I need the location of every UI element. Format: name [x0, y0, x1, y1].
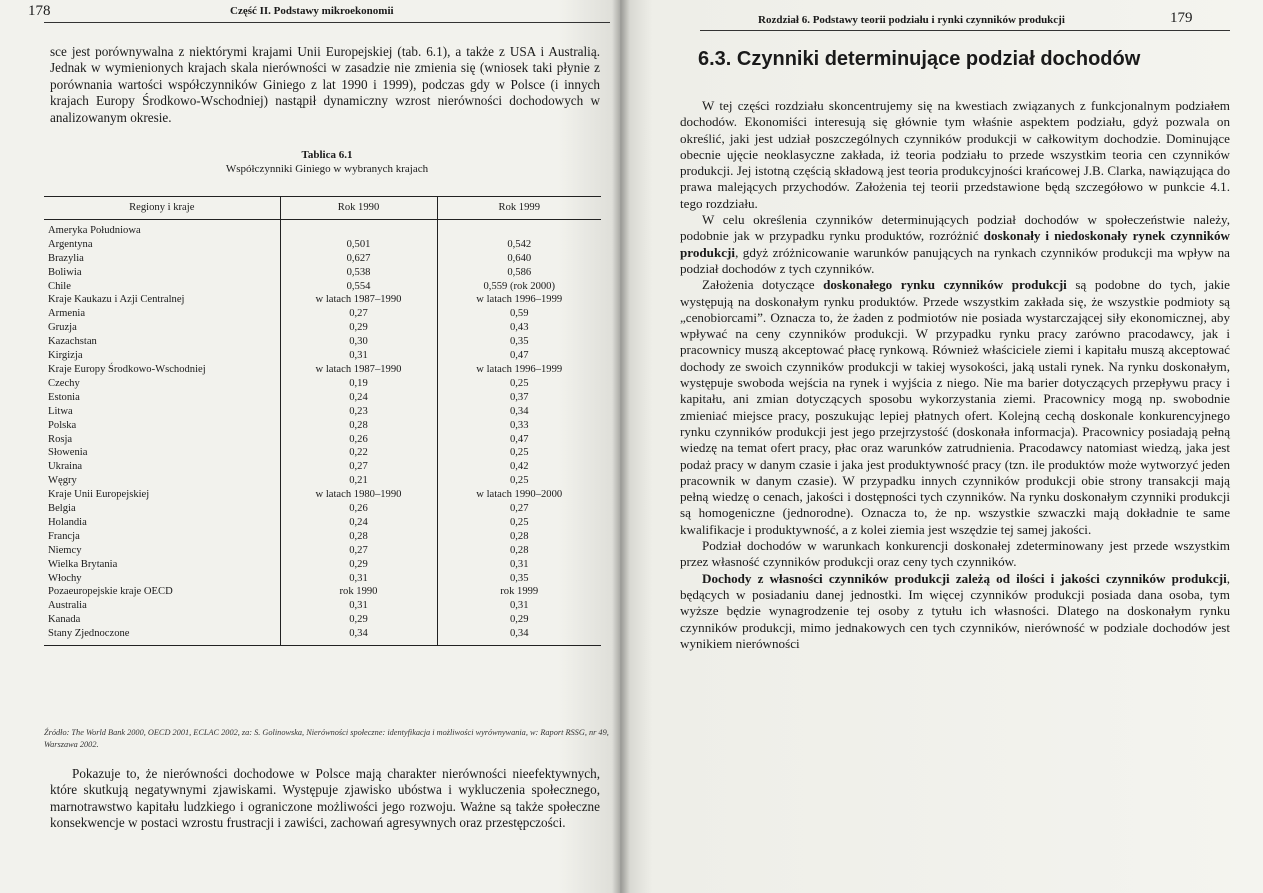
outro-text: Pokazuje to, że nierówności dochodowe w Polsce mają charakter nierówności nieefektywnych, które skutkują negatywnymi zjawiskami. Występuje zjawisko ubóstwa i wykluczenia społecznego, marnotrawstwo kapitału ludzkiego i ograniczone możliwości jego rozwoju. Ważne są także społeczne konsekwencje w postaci wzrostu frustracji i zawiści, zachowań agresywnych oraz przestępczości.: [50, 766, 600, 831]
cell-region: Brazylia: [48, 252, 84, 264]
cell-1990: 0,627: [280, 252, 437, 266]
paragraph-5: [680, 571, 1230, 652]
paragraph-2: [680, 212, 1230, 277]
cell-region: Kazachstan: [48, 336, 97, 348]
cell-region: Belgia: [48, 503, 76, 515]
cell-1999: 0,34: [437, 627, 601, 645]
cell-1990: w latach 1987–1990: [280, 363, 437, 377]
cell-1990: 0,28: [280, 419, 437, 433]
left-intro-paragraph: [50, 44, 600, 126]
cell-1990: w latach 1980–1990: [280, 488, 437, 502]
cell-region: Kraje Kaukazu i Azji Centralnej: [48, 294, 185, 306]
table-row: [44, 280, 601, 294]
cell-1990: 0,538: [280, 266, 437, 280]
header-regions: Regiony i kraje: [44, 197, 280, 220]
table-row: [44, 405, 601, 419]
p2-text-before: W celu określenia czynników determinujących podział dochodów w społeczeństwie należy, podobnie jak w przypadku rynku produktów, rozróżnić: [680, 212, 1230, 244]
cell-1999: 0,28: [437, 544, 601, 558]
cell-1999: 0,25: [437, 516, 601, 530]
table-row: [44, 238, 601, 252]
cell-1990: 0,34: [280, 627, 437, 645]
cell-region: Francja: [48, 530, 80, 542]
gini-table: [44, 196, 601, 646]
cell-1990: 0,26: [280, 433, 437, 447]
cell-region: Słowenia: [48, 447, 88, 459]
cell-1990: 0,29: [280, 558, 437, 572]
cell-region: Czechy: [48, 377, 80, 389]
table-row: [44, 530, 601, 544]
table-row: [44, 252, 601, 266]
cell-1990: 0,26: [280, 502, 437, 516]
p2-text-after: , gdyż zróżnicowanie warunków panujących na rynkach czynników produkcji ma wpływ na podział dochodów z tych czynników.: [680, 244, 1230, 276]
paragraph-4: Podział dochodów w warunkach konkurencji doskonałej zdeterminowany jest przede wszystkim przez własność czynników produkcji oraz ceny tych czynników.: [680, 538, 1230, 570]
header-1990: Rok 1990: [280, 197, 437, 220]
book-gutter: [612, 0, 630, 893]
table-row: [44, 516, 601, 530]
cell-region: Wielka Brytania: [48, 558, 118, 570]
cell-1990: 0,22: [280, 446, 437, 460]
cell-region: Boliwia: [48, 266, 82, 278]
cell-1990: 0,27: [280, 460, 437, 474]
cell-region: Polska: [48, 419, 77, 431]
cell-region: Estonia: [48, 391, 80, 403]
table-row: [44, 419, 601, 433]
cell-region: Kraje Europy Środkowo-Wschodniej: [48, 363, 206, 375]
table-row: [44, 474, 601, 488]
cell-1999: 0,35: [437, 335, 601, 349]
cell-1990: 0,27: [280, 307, 437, 321]
cell-region: Kanada: [48, 614, 81, 626]
p3-bold-term: doskonałego rynku czynników produkcji: [823, 277, 1067, 293]
table-header-row: [44, 197, 601, 220]
cell-1990: 0,29: [280, 321, 437, 335]
paragraph-1: W tej części rozdziału skoncentrujemy się na kwestiach związanych z funkcjonalnym podziałem dochodów. Ekonomiści interesują się głównie tym właśnie aspektem podziału, gdyż pozwala on określić, jaki jest udział poszczególnych czynników produkcji w całkowitym dochodzie. Dominujące obecnie ujęcie neoklasyczne zakłada, iż teoria podziału to przede wszystkim teoria cen czynników produkcji. Jej istotną częścią składową jest teoria produkcyjności krańcowej J.B. Clarka, nawiązująca do prawa malejących przychodów. Założenia tej teorii przedstawione będą szczegółowo w punkcie 4.1. tego rozdziału.: [680, 98, 1230, 211]
cell-region: Holandia: [48, 516, 87, 528]
table-row: [44, 488, 601, 502]
cell-region: Niemcy: [48, 544, 82, 556]
table-row: [44, 558, 601, 572]
table-row: [44, 585, 601, 599]
cell-1990: 0,21: [280, 474, 437, 488]
table-row: [44, 433, 601, 447]
cell-1990: rok 1990: [280, 585, 437, 599]
table-row: [44, 307, 601, 321]
intro-text: sce jest porównywalna z niektórymi krajami Unii Europejskiej (tab. 6.1), a także z USA i Australią. Jednak w wymienionych krajach skala nierówności w zasadzie nie zmienia się (wniosek taki płynie z porównania wartości współczynników Giniego z lat 1990 i 1999), podczas gdy w Polsce (i innych krajach Europy Środkowo-Wschodniej) nastąpił dynamiczny wzrost nierówności dochodowych w analizowanym okresie.: [50, 44, 600, 125]
table-row: [44, 363, 601, 377]
cell-region: Węgry: [48, 475, 77, 487]
cell-1999: [437, 224, 601, 238]
table-caption: Współczynniki Giniego w wybranych krajach: [225, 163, 429, 175]
p2-bold-term: doskonały i niedoskonały rynek czynników produkcji: [680, 228, 1230, 260]
right-body-text: [680, 98, 1230, 652]
cell-1999: 0,42: [437, 460, 601, 474]
cell-1990: 0,29: [280, 613, 437, 627]
table-row: [44, 613, 601, 627]
cell-1999: w latach 1996–1999: [437, 363, 601, 377]
left-header-rule: [44, 22, 610, 23]
right-page: [620, 0, 1263, 893]
cell-1999: 0,31: [437, 599, 601, 613]
cell-region: Argentyna: [48, 238, 93, 250]
table-row: [44, 502, 601, 516]
cell-1999: 0,35: [437, 572, 601, 586]
p5-text-after: , będących w posiadaniu danej jednostki. Im więcej czynników produkcji posiada dana osoba, tym wyższe będzie wynagrodzenie tej osoby z tytułu ich własności. Dlatego na doskonałym rynku czynników produkcji, mimo jednakowych cen tych czynników, nierówność w podziale dochodów jest wynikiem nierówności: [680, 570, 1230, 651]
table-row: [44, 321, 601, 335]
cell-1990: 0,501: [280, 238, 437, 252]
table-row: [44, 627, 601, 645]
cell-region: Armenia: [48, 308, 86, 320]
cell-region: Gruzja: [48, 322, 77, 334]
cell-region: Rosja: [48, 433, 73, 445]
section-heading: 6.3. Czynniki determinujące podział dochodów: [698, 48, 1141, 70]
table-row: [44, 293, 601, 307]
cell-1999: 0,34: [437, 405, 601, 419]
right-page-number: 179: [1170, 10, 1193, 26]
cell-1999: 0,29: [437, 613, 601, 627]
cell-1999: 0,59: [437, 307, 601, 321]
cell-region: Australia: [48, 600, 87, 612]
cell-1999: 0,25: [437, 446, 601, 460]
left-page: [0, 0, 620, 893]
cell-1999: 0,640: [437, 252, 601, 266]
cell-1990: 0,19: [280, 377, 437, 391]
table-row: [44, 446, 601, 460]
header-1999: Rok 1999: [437, 197, 601, 220]
paragraph-3: [680, 277, 1230, 538]
cell-1999: 0,559 (rok 2000): [437, 280, 601, 294]
cell-1990: 0,554: [280, 280, 437, 294]
p3-text-before: Założenia dotyczące: [702, 277, 824, 293]
p3-text-after: są podobne do tych, jakie występują na doskonałym rynku produktów. Przede wszystkim zakłada się, że wszystkie podmioty są „cenobiorcami”. Oznacza to, że żaden z podmiotów nie posiada wystarczającej siły ekonomicznej, aby wpływać na ceny czynników produkcji. W przypadku rynku pracy zarówno pracodawcy, jak i pracownicy muszą akceptować płacę rynkową. Również właściciele ziemi i kapitału muszą akceptować dochody ze swoich czynników produkcji w takiej wysokości, jaką ustali rynek. Na rynku doskonałym, występuje swoboda wejścia na rynek i wyjścia z niego. Nie ma barier dotyczących przepływu pracy i kapitału, ani zmian dotyczących sposobu wykorzystania ziemi. Pracownicy mogą np. swobodnie zmieniać miejsce pracy, poszukując lepiej płatnych ofert. Kolejną cechą doskonale konkurencyjnego rynku czynników produkcji jest jego przejrzystość (doskonała informacja). Pracownicy posiadają pełną wiedzę na temat ofert pracy, płac oraz warunków zatrudnienia. Pracodawcy natomiast wiedzą, jaka jest podaż pracy w danym czasie i jaka jest produktywność pracy (tzn. ile produktów może wytworzyć jeden pracownik w danym czasie). W przypadku innych czynników produkcji obie strony transakcji mają pełną wiedzę o cenach, jakości i dostępności tych czynników. Na rynku doskonałym czynniki produkcji są homogeniczne (jednorodne). Oznacza to, że np. wszystkie szwaczki mają dokładnie te same kwalifikacje i produktywność, a z kolei ziemia jest wszędzie tej samej jakości.: [680, 277, 1230, 537]
cell-1999: 0,25: [437, 377, 601, 391]
cell-region: Pozaeuropejskie kraje OECD: [48, 586, 173, 598]
cell-region: Litwa: [48, 405, 73, 417]
cell-1990: 0,24: [280, 516, 437, 530]
left-outro-paragraph: [50, 766, 600, 832]
cell-1990: 0,28: [280, 530, 437, 544]
table-row: [44, 460, 601, 474]
cell-1999: 0,47: [437, 349, 601, 363]
cell-1999: w latach 1990–2000: [437, 488, 601, 502]
cell-1999: w latach 1996–1999: [437, 293, 601, 307]
left-running-title: Część II. Podstawy mikroekonomii: [230, 5, 394, 17]
table-row: [44, 377, 601, 391]
cell-region: Ukraina: [48, 461, 83, 473]
cell-1990: 0,23: [280, 405, 437, 419]
cell-1990: 0,24: [280, 391, 437, 405]
cell-1990: 0,31: [280, 599, 437, 613]
table-row: [44, 599, 601, 613]
cell-region: Chile: [48, 280, 71, 292]
table-row: [44, 266, 601, 280]
table-row: [44, 335, 601, 349]
cell-1999: 0,37: [437, 391, 601, 405]
cell-1990: 0,30: [280, 335, 437, 349]
table-row: [44, 544, 601, 558]
cell-1990: 0,31: [280, 572, 437, 586]
left-page-number: 178: [28, 3, 51, 19]
cell-1999: 0,586: [437, 266, 601, 280]
right-header-rule: [700, 30, 1230, 31]
cell-1990: 0,31: [280, 349, 437, 363]
table-body: [44, 219, 601, 645]
cell-1990: 0,27: [280, 544, 437, 558]
cell-1999: 0,47: [437, 433, 601, 447]
table-row: [44, 224, 601, 238]
cell-1999: 0,28: [437, 530, 601, 544]
table-label: Tablica 6.1: [301, 149, 353, 161]
right-running-title: Rozdział 6. Podstawy teorii podziału i rynki czynników produkcji: [758, 14, 1065, 26]
cell-1999: 0,43: [437, 321, 601, 335]
table-row: [44, 349, 601, 363]
cell-1990: w latach 1987–1990: [280, 293, 437, 307]
cell-1999: 0,27: [437, 502, 601, 516]
cell-region: Kraje Unii Europejskiej: [48, 489, 150, 501]
cell-1999: 0,33: [437, 419, 601, 433]
cell-1999: 0,542: [437, 238, 601, 252]
table-row: [44, 391, 601, 405]
cell-region: Włochy: [48, 572, 82, 584]
cell-region: Stany Zjednoczone: [44, 627, 280, 645]
cell-1999: rok 1999: [437, 585, 601, 599]
table-row: [44, 572, 601, 586]
p5-bold-term: Dochody z własności czynników produkcji zależą od ilości i jakości czynników produkcji: [702, 570, 1227, 586]
cell-1990: [280, 224, 437, 238]
cell-region: Kirgizja: [48, 350, 83, 362]
cell-region: Ameryka Południowa: [48, 224, 141, 236]
table-source-note: Źródło: The World Bank 2000, OECD 2001, ECLAC 2002, za: S. Golinowska, Nierówności społeczne: identyfikacja i możliwości wyrównywania, w: Raport RSSG, nr 49, Warszawa 2002.: [44, 728, 609, 749]
cell-1999: 0,31: [437, 558, 601, 572]
cell-1999: 0,25: [437, 474, 601, 488]
